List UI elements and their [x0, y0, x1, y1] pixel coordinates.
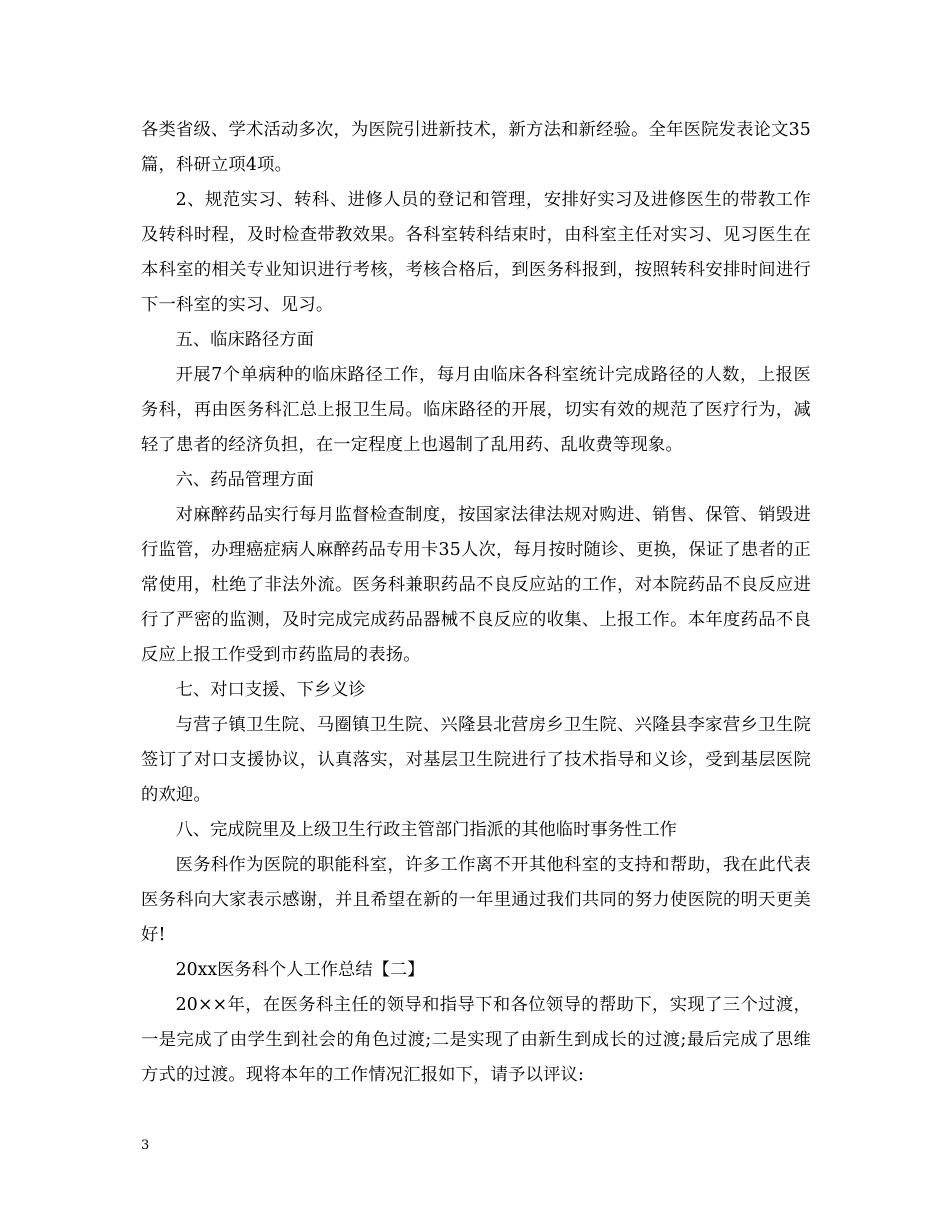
- section-heading-drug-management: 六、药品管理方面: [175, 470, 314, 490]
- paragraph-support: 与营子镇卫生院、马圈镇卫生院、兴隆县北营房乡卫生院、兴隆县李家营乡卫生院签订了对口支援协议，认真落实，对基层卫生院进行了技术指导和义诊，受到基层医院的欢迎。: [141, 715, 811, 805]
- paragraph-drug-management: 对麻醉药品实行每月监督检查制度，按国家法律法规对购进、销售、保管、销毁进行监管，办理癌症病人麻醉药品专用卡35人次，每月按时随诊、更换，保证了患者的正常使用，杜绝了非法外流。医务科兼职药品不良反应站的工作，对本院药品不良反应进行了严密的监测，及时完成完成药品器械不良反应的收集、上报工作。本年度药品不良反应上报工作受到市药监局的表扬。: [141, 505, 811, 665]
- paragraph-clinical-pathway: 开展7个单病种的临床路径工作，每月由临床各科室统计完成路径的人数，上报医务科，再由医务科汇总上报卫生局。临床路径的开展，切实有效的规范了医疗行为，减轻了患者的经济负担，在一定程度上也遏制了乱用药、乱收费等现象。: [141, 365, 811, 455]
- paragraph-internship-management: 2、规范实习、转科、进修人员的登记和管理，安排好实习及进修医生的带教工作及转科时程，及时检查带教效果。各科室转科结束时，由科室主任对实习、见习医生在本科室的相关专业知识进行考核，考核合格后，到医务科报到，按照转科安排时间进行下一科室的实习、见习。: [141, 190, 811, 315]
- section-heading-summary-two: 20xx医务科个人工作总结【二】: [175, 960, 425, 980]
- section-heading-other-tasks: 八、完成院里及上级卫生行政主管部门指派的其他临时事务性工作: [175, 820, 677, 840]
- paragraph-thanks: 医务科作为医院的职能科室，许多工作离不开其他科室的支持和帮助，我在此代表医务科向大家表示感谢，并且希望在新的一年里通过我们共同的努力使医院的明天更美好!: [141, 855, 811, 945]
- section-heading-clinical-pathway: 五、临床路径方面: [175, 330, 314, 350]
- section-heading-support: 七、对口支援、下乡义诊: [175, 680, 366, 700]
- document-body: [141, 113, 811, 1093]
- paragraph-continuation: 各类省级、学术活动多次，为医院引进新技术，新方法和新经验。全年医院发表论文35篇，科研立项4项。: [141, 120, 811, 175]
- paragraph-summary-intro: 20××年，在医务科主任的领导和指导下和各位领导的帮助下，实现了三个过渡，一是完成了由学生到社会的角色过渡;二是实现了由新生到成长的过渡;最后完成了思维方式的过渡。现将本年的工作情况汇报如下，请予以评议:: [141, 995, 811, 1085]
- page-number: 3: [141, 1138, 150, 1153]
